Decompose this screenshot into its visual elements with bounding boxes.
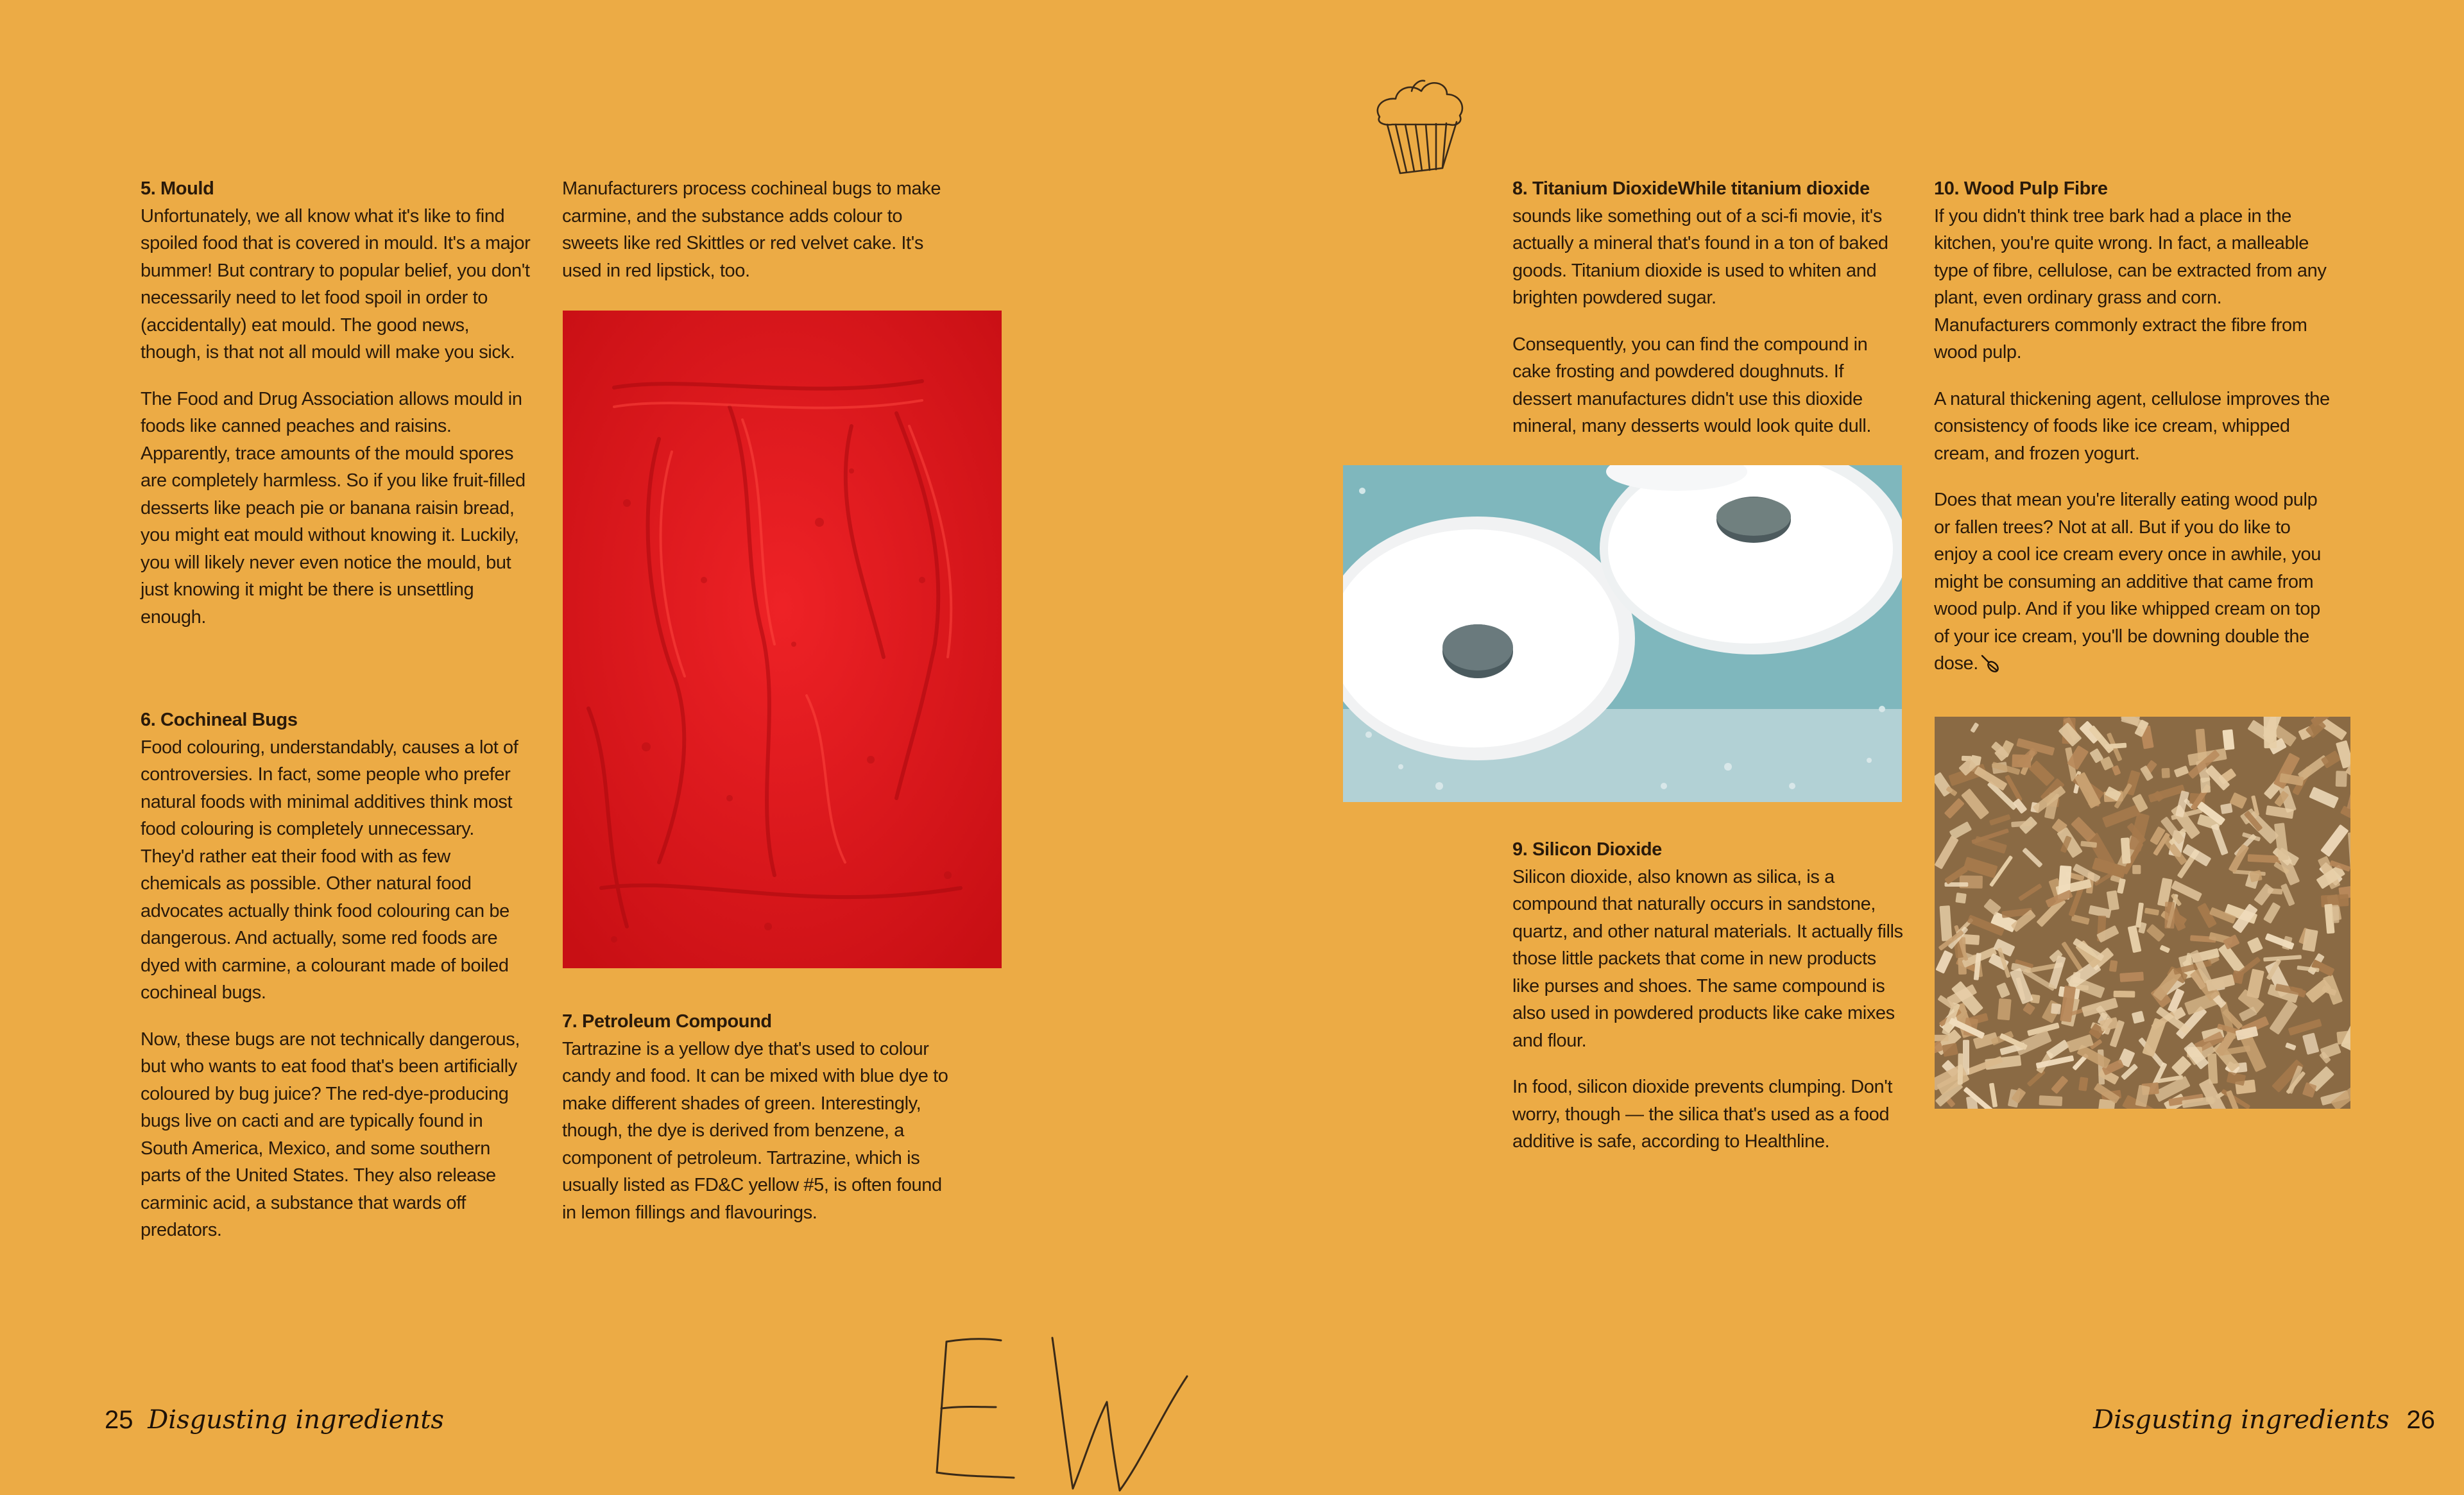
- titanium-heading: 8. Titanium DioxideWhile titanium dioxide: [1512, 178, 1870, 199]
- whisk-icon: [1980, 653, 2001, 675]
- cochineal-paragraph-3: Manufacturers process cochineal bugs to make carmine, and the substance adds colour to sweets like red Skittles or red velvet cake. It's used in red lipstick, too.: [562, 178, 941, 281]
- titanium-paragraph-1: sounds like something out of a sci-fi movie, it's actually a mineral that's found in a ton of baked goods. Titanium dioxide is used to whiten and brighten powdered sugar.: [1512, 205, 1888, 308]
- titanium-paragraph-2: Consequently, you can find the compound in cake frosting and powdered doughnuts. If dessert manufactures didn't use this dioxide mineral, many desserts would look quite dull.: [1512, 334, 1872, 436]
- page-number-left: 25: [105, 1406, 133, 1434]
- footer-left: [105, 1405, 444, 1435]
- petroleum-heading: 7. Petroleum Compound: [562, 1011, 772, 1032]
- woodpulp-paragraph-3-text: Does that mean you're literally eating wood pulp or fallen trees? Not at all. But if you do like to enjoy a cool ice cream every once in awhile, you might be consuming an additive that came from wood pulp. And if you like whipped cream on top of your ice cream, you'll be downing double the dose.: [1934, 490, 2322, 674]
- column-mould-cochineal: [141, 175, 532, 1263]
- woodpulp-paragraph-1: If you didn't think tree bark had a place in the kitchen, you're quite wrong. In fact, a malleable type of fibre, cellulose, can be extracted from any plant, even ordinary grass and corn. Manufacturers commonly extract the fibre from wood pulp.: [1934, 205, 2327, 363]
- mould-paragraph-2: The Food and Drug Association allows mould in foods like canned peaches and raisins. Apparently, trace amounts of the mould spores are completely harmless. So if you like fruit-filled desserts like peach pie or banana raisin bread, you might eat mould without knowing it. Luckily, you will likely never even notice the mould, but just knowing it might be there is unsettling enough.: [141, 388, 526, 628]
- silicon-paragraph-1: Silicon dioxide, also known as silica, is a compound that naturally occurs in sandstone, quartz, and other natural materials. It actually fills those little packets that come in new products like purses and shoes. The same compound is also used in powdered products like cake mixes and flour.: [1512, 866, 1903, 1051]
- woodpulp-heading: 10. Wood Pulp Fibre: [1934, 178, 2108, 199]
- section-title-right: Disgusting ingredients: [2093, 1405, 2390, 1435]
- cochineal-heading: 6. Cochineal Bugs: [141, 710, 298, 730]
- page-number-right: 26: [2406, 1406, 2435, 1434]
- column-wood-pulp: [1934, 175, 2332, 697]
- cochineal-paragraph-1: Food colouring, understandably, causes a lot of controversies. In fact, some people who prefer natural foods with minimal additives think most food colouring is completely unnecessary. They'd rather eat their food with as few chemicals as possible. Other natural food advocates actually think food colouring can be dangerous. And actually, some red foods are dyed with carmine, a colourant made of boiled cochineal bugs.: [141, 737, 518, 1003]
- woodpulp-paragraph-3: [1934, 486, 2332, 678]
- carmine-powder-photo: [563, 311, 1002, 968]
- column-silicon: [1512, 836, 1905, 1175]
- silicon-paragraph-2: In food, silicon dioxide prevents clumping. Don't worry, though — the silica that's used as a food additive is safe, according to Healthline.: [1512, 1077, 1893, 1152]
- petroleum-paragraph-1: Tartrazine is a yellow dye that's used to colour candy and food. It can be mixed with blue dye to make different shades of green. Interestingly, though, the dye is derived from benzene, a component of petroleum. Tartrazine, which is usually listed as FD&C yellow #5, is often found in lemon fillings and flavourings.: [562, 1038, 948, 1223]
- ew-doodle: [924, 1331, 1194, 1492]
- mould-paragraph-1: Unfortunately, we all know what it's like to find spoiled food that is covered in mould. It's a major bummer! But contrary to popular belief, you don't necessarily need to let food spoil in order to (accidentally) eat mould. The good news, though, is that not all mould will make you sick.: [141, 205, 531, 363]
- column-carmine-petroleum: [562, 175, 960, 303]
- cochineal-paragraph-2: Now, these bugs are not technically dangerous, but who wants to eat food that's been artificially coloured by bug juice? The red-dye-producing bugs live on cacti and are typically found in South America, Mexico, and some southern parts of the United States. They also release carminic acid, a substance that wards off predators.: [141, 1029, 520, 1240]
- silicon-heading: 9. Silicon Dioxide: [1512, 839, 1662, 860]
- column-titanium: [1512, 175, 1905, 459]
- woodpulp-paragraph-2: A natural thickening agent, cellulose improves the consistency of foods like ice cream, whipped cream, and frozen yogurt.: [1934, 388, 2330, 464]
- powdered-doughnuts-photo: [1343, 465, 1902, 802]
- wood-chips-photo: [1935, 717, 2350, 1109]
- cupcake-icon: [1367, 72, 1476, 178]
- footer-right: [2093, 1405, 2435, 1435]
- mould-heading: 5. Mould: [141, 178, 214, 199]
- section-title-left: Disgusting ingredients: [148, 1405, 444, 1435]
- column-petroleum: [562, 1008, 960, 1245]
